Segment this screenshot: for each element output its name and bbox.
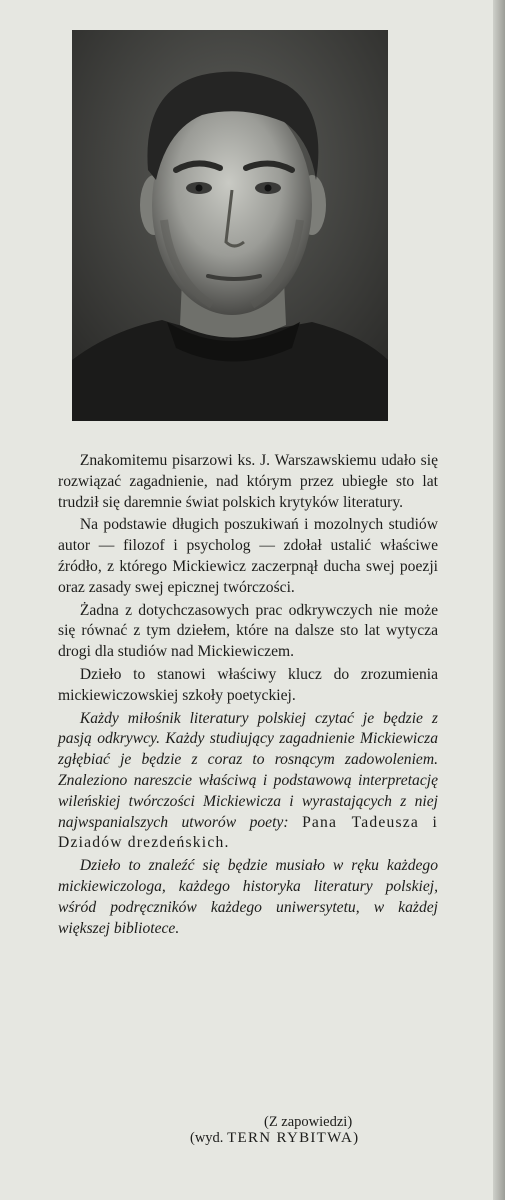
paragraph-6: Dzieło to znaleźć się będzie musiało w ręku każdego mickiewiczologa, każdego historyka literatury polskiej, wśród podręczników każdego uniwersytetu, w każdej większej bibliotece. [58, 857, 438, 937]
source-note: (Z zapowiedzi) [264, 1114, 353, 1130]
paragraph-5-text: Każdy miłośnik literatury polskiej czytać je będzie z pasją odkrywcy. Każdy studiujący zagadnienie Mickiewicza zgłębiać je będzie z coraz to rosnącym zadowoleniem. Znaleziono nareszcie właściwą i podstawową interpretację wileńskiej twórczości Mickiewicza i wyrastających z niej najwspanialszych utworów poety: [58, 709, 438, 831]
author-portrait-photo [72, 30, 388, 421]
paragraph-4: Dzieło to stanowi właściwy klucz do zrozumienia mickiewiczowskiej szkoły poetyckiej. [58, 665, 438, 704]
title-dziady-drezdenskie: Dziadów drezdeńskich. [58, 834, 230, 852]
page-edge-shadow [493, 0, 505, 1200]
title-pan-tadeusz: Pana Tadeusza [302, 813, 419, 831]
publisher-prefix: (wyd. [190, 1130, 224, 1146]
paragraph-1: Znakomitemu pisarzowi ks. J. Warszawskiemu udało się rozwiązać zagadnienie, nad którym przez ubiegłe sto lat trudził się daremnie świat polskich krytyków literatury. [58, 452, 438, 511]
paragraph-3: Żadna z dotychczasowych prac odkrywczych nie może się równać z tym dziełem, które na dalsze sto lat wytycza drogi dla studiów nad Mickiewiczem. [58, 601, 438, 661]
book-description [58, 451, 438, 939]
paragraph-5 [58, 709, 438, 855]
publisher-line [58, 1130, 438, 1147]
paragraph-5-conjunction: i [432, 813, 439, 831]
publisher-name: TERN RYBITWA) [227, 1130, 360, 1146]
paragraph-2: Na podstawie długich poszukiwań i mozolnych studiów autor — filozof i psycholog — zdołał ustalić właściwe źródło, z którego Mickiewicz zaczerpnął ducha swej poezji oraz zasady swej epicznej twórczości. [58, 516, 438, 596]
portrait-drawing [72, 30, 388, 421]
